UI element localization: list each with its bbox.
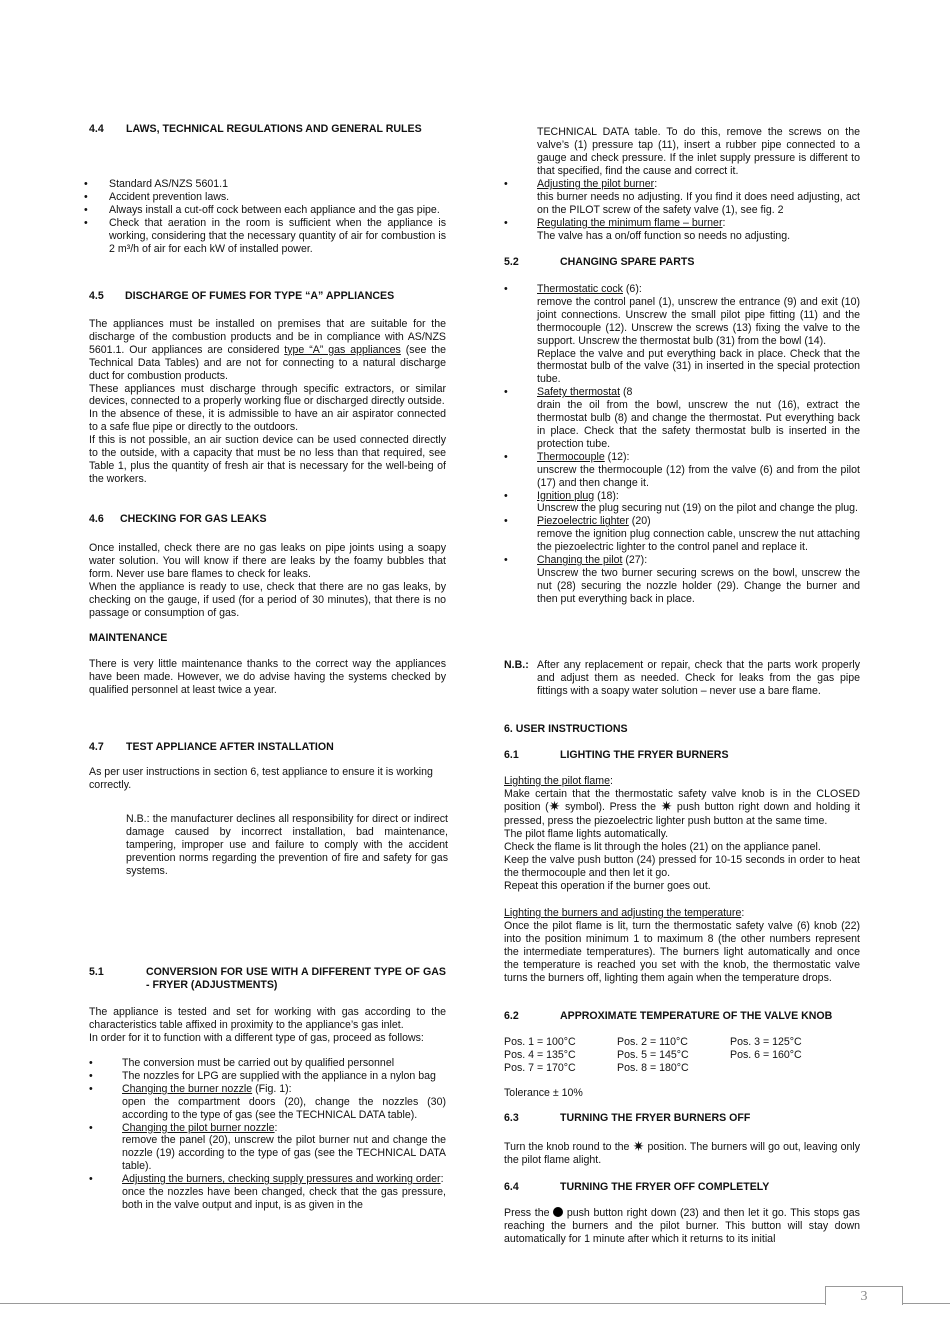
paragraph: The pilot flame lights automatically. [504, 828, 669, 841]
table-cell: Pos. 1 = 100°C [504, 1036, 576, 1048]
section-4-6-heading: 4.6 CHECKING FOR GAS LEAKS [89, 513, 267, 525]
paragraph: Once installed, check there are no gas leaks on pipe joints using a soapy water solution. You will know if there are leaks by the foamy bubbles that form. Never use bare flames to check for leaks. [89, 542, 446, 580]
tolerance-text: Tolerance ± 10% [504, 1087, 583, 1099]
list-item: • Changing the burner nozzle (Fig. 1): open the compartment doors (20), change the nozzles (30) according to the type of gas (see the TECHNICAL DATA table). [89, 1083, 446, 1122]
list-item: • Accident prevention laws. [89, 191, 446, 204]
list-item: • Regulating the minimum flame – burner: The valve has a on/off function so needs no adjusting. [504, 217, 860, 243]
list-item: • Thermostatic cock (6): remove the control panel (1), unscrew the entrance (9) and exit (10) joint connections. Unscrew the small pilot pipe fitting (11) and the thermocouple (12). Unscrew the screws (13) fixing the valve to the support. Unscrew the thermostat bulb (31) from the bowl (14). Replace the valve and put everything back in place. Check that the thermostat bulb of the valve (31) in inserted in the special protection tube. [504, 283, 860, 386]
pilot-symbol-icon: ✷ [548, 798, 561, 815]
paragraph: In the absence of these, it is admissible to have an air aspirator connected to a safe flue pipe or directly to the outdoors. [89, 408, 446, 434]
table-cell: Pos. 4 = 135°C [504, 1048, 576, 1061]
maintenance-body: There is very little maintenance thanks to the correct way the appliances have been made. However, we do advise having the systems checked by qualified personnel at least twice a year. [89, 658, 446, 696]
list-item: • Adjusting the burners, checking supply pressures and working order: once the nozzles have been changed, check that the gas pressure, both in the valve output and input, is as given in the [89, 1173, 446, 1212]
repair-note: N.B.: After any replacement or repair, check that the parts work properly and adjust them as needed. Check for leaks from the gas pipe fittings with a soapy water solution – never use a bare flame. [504, 659, 860, 697]
section-6-2-heading: 6.2 APPROXIMATE TEMPERATURE OF THE VALVE KNOB [504, 1010, 833, 1022]
section-4-5-body [89, 318, 446, 486]
section-6-3-heading: 6.3 TURNING THE FRYER BURNERS OFF [504, 1112, 751, 1124]
section-4-5-heading: 4.5 DISCHARGE OF FUMES FOR TYPE “A” APPLIANCES [89, 290, 395, 302]
paragraph: In order for it to function with a different type of gas, proceed as follows: [89, 1031, 424, 1044]
section-4-4-heading: 4.4 LAWS, TECHNICAL REGULATIONS AND GENERAL RULES [89, 123, 422, 135]
paragraph: Check the flame is lit through the holes (21) on the appliance panel. [504, 841, 821, 854]
section-5-1-list [89, 1057, 446, 1212]
list-item: • Standard AS/NZS 5601.1 [89, 178, 446, 191]
section-4-7-heading: 4.7 TEST APPLIANCE AFTER INSTALLATION [89, 741, 334, 753]
disclaimer-note: N.B.: the manufacturer declines all responsibility for direct or indirect damage caused by incorrect installation, bad maintenance, tampering, improper use and failure to comply with the accident prevention norms regarding the prevention of fire and safety for gas systems. [126, 813, 448, 877]
lighting-burners: Lighting the burners and adjusting the temperature: Once the pilot flame is lit, turn the thermostatic safety valve (6) knob (22) into the position minimum 1 to maximum 8 (the other numbers represent the intermediate temperatures). The burners light automatically and once the temperature is reached you set with the knob, the thermostatic valve turns the burners off, lighting them again when the temperature drops. [504, 907, 860, 984]
section-6-4-heading: 6.4 TURNING THE FRYER OFF COMPLETELY [504, 1181, 770, 1193]
pilot-symbol-icon: ✷ [660, 798, 673, 815]
paragraph: When the appliance is ready to use, check that there are no gas leaks, by checking on the gauge, if used (for a period of 30 minutes), that there is no passage or consumption of gas. [89, 580, 446, 619]
section-5-1-intro [89, 1006, 446, 1045]
section-6-4-body: Press the push button right down (23) and then let it go. This stops gas reaching the burners and the pilot burner. This button will stay down automatically for 1 minute after which it returns to its initial [504, 1207, 860, 1245]
section-6-1-heading: 6.1 LIGHTING THE FRYER BURNERS [504, 749, 729, 761]
paragraph: Keep the valve push button (24) pressed for 10-15 seconds in order to heat the thermocouple and then let it go. [504, 854, 860, 880]
list-item: • Always install a cut-off cock between each appliance and the gas pipe. [89, 204, 446, 217]
list-item: • Adjusting the pilot burner: this burner needs no adjusting. If you find it does need adjusting, act on the PILOT screw of the safety valve (1), see fig. 2 [504, 178, 860, 217]
list-item: • The conversion must be carried out by qualified personnel [89, 1057, 446, 1070]
list-item: • The nozzles for LPG are supplied with the appliance in a nylon bag [89, 1070, 446, 1083]
paragraph: Repeat this operation if the burner goes out. [504, 880, 711, 893]
maintenance-heading: MAINTENANCE [89, 632, 168, 644]
list-item: • Safety thermostat (8 drain the oil from the bowl, unscrew the nut (16), extract the thermostat bulb (8) and change the thermostat. Put everything back in place. Check that the safety thermostat bulb is inserted in the protection tube. [504, 386, 860, 451]
section-5-2-heading: 5.2 CHANGING SPARE PARTS [504, 256, 695, 268]
continuation-paragraph: TECHNICAL DATA table. To do this, remove the screws on the valve’s (1) pressure tap (11), insert a rubber pipe connected to a gauge and check pressure. If the inlet supply pressure is different to that specified, find the cause and correct it. [537, 126, 860, 177]
spare-parts-list [504, 283, 860, 606]
section-6-heading: 6. USER INSTRUCTIONS [504, 723, 628, 735]
paragraph: The appliances must be installed on premises that are suitable for the discharge of the combustion products and be in compliance with AS/NZS 5601.1. Our appliances are considered type “A” gas appliances (see the Technical Data Tables) and are not for connecting to a natural discharge duct for combustion products. [89, 318, 446, 382]
list-item: • Check that aeration in the room is sufficient when the appliance is working, considering that the necessary quantity of air for combustion is 2 m³/h of air for each kW of installed power. [89, 217, 446, 256]
table-cell: Pos. 3 = 125°C [730, 1036, 802, 1048]
table-cell: Pos. 7 = 170°C [504, 1061, 576, 1074]
list-item: • Ignition plug (18): Unscrew the plug securing nut (19) on the pilot and change the plug. [504, 490, 860, 516]
paragraph: If this is not possible, an air suction device can be used connected directly to the outside, with a capacity that must be no less than that required, see Table 1, plus the quantity of fresh air that is necessary for the well-being of the workers. [89, 434, 446, 485]
paragraph: These appliances must discharge through specific extractors, or similar devices, connected to a properly working flue or discharged directly outside. [89, 382, 446, 408]
section-4-4-list [89, 178, 446, 255]
paragraph: Make certain that the thermostatic safety valve knob is in the CLOSED position (✷ symbol). Press the ✷ push button right down and holding it pressed, press the piezoelectric lighter push button at the same time. [504, 787, 860, 827]
pilot-symbol-icon: ✷ [632, 1138, 645, 1154]
list-item: • Changing the pilot burner nozzle: remove the panel (20), unscrew the pilot burner nut and change the nozzle (19) according to the type of gas (see the TECHNICAL DATA table). [89, 1122, 446, 1174]
page-number: 3 [825, 1286, 903, 1305]
section-5-1-heading: 5.1 CONVERSION FOR USE WITH A DIFFERENT TYPE OF GAS - FRYER (ADJUSTMENTS) [89, 966, 446, 991]
list-item: • Piezoelectric lighter (20) remove the ignition plug connection cable, unscrew the nut attaching the piezoelectric lighter to the control panel and replace it. [504, 515, 860, 554]
section-4-7-body: As per user instructions in section 6, test appliance to ensure it is working correctly. [89, 766, 433, 791]
list-item: • Thermocouple (12): unscrew the thermocouple (12) from the valve (6) and from the pilot (17) and then change it. [504, 451, 860, 490]
section-4-6-body [89, 542, 446, 619]
section-6-3-body: Turn the knob round to the ✷ position. The burners will go out, leaving only the pilot flame alight. [504, 1138, 861, 1166]
table-cell: Pos. 6 = 160°C [730, 1048, 802, 1061]
lighting-pilot-flame: Lighting the pilot flame: Make certain that the thermostatic safety valve knob is in the CLOSED position (✷ symbol). Press the ✷ push button right down and holding it pressed, press the piezoelectric lighter push button at the same time. The pilot flame lights automatically. Check the flame is lit through the holes (21) on the appliance panel. Keep the valve push button (24) pressed for 10-15 seconds in order to heat the thermocouple and then let it go. Repeat this operation if the burner goes out. [504, 775, 860, 893]
table-cell: Pos. 2 = 110°C [617, 1036, 688, 1048]
paragraph: The appliance is tested and set for working with gas according to the characteristics table affixed in proximity to the appliance’s gas inlet. [89, 1006, 446, 1031]
table-cell: Pos. 5 = 145°C [617, 1048, 689, 1061]
table-cell: Pos. 8 = 180°C [617, 1061, 689, 1074]
off-button-icon [553, 1207, 563, 1217]
temperature-positions-table [504, 1036, 860, 1075]
footer-rule [0, 1303, 950, 1304]
adjustment-list [504, 178, 860, 243]
paragraph: Once the pilot flame is lit, turn the thermostatic safety valve (6) knob (22) into the position minimum 1 to maximum 8 (the other numbers represent the intermediate temperatures). The burners light automatically and once the temperature is reached you set with the knob, the thermostatic valve turns the burners off, lighting them again when the temperature drops. [504, 919, 860, 984]
list-item: • Changing the pilot (27): Unscrew the two burner securing screws on the bowl, unscrew the nut (28) securing the nozzle holder (29). Change the burner and then put everything back in place. [504, 554, 860, 606]
